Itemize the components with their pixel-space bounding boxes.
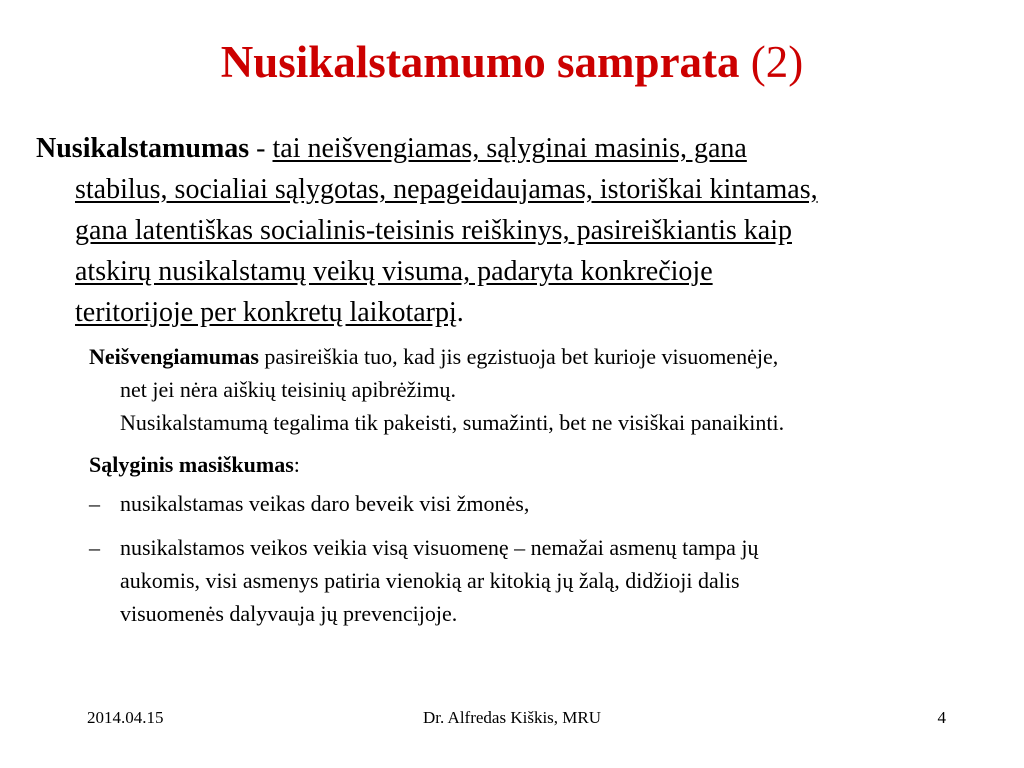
definition-text-5: teritorijoje per konkretų laikotarpį	[75, 297, 457, 328]
definition-text-2: stabilus, socialiai sąlygotas, nepageidaujamas, istoriškai kintamas,	[75, 174, 818, 205]
dash-bullet: –	[89, 535, 100, 560]
list-item	[89, 531, 999, 630]
slide-title-number: (2)	[750, 37, 804, 87]
footer-page-number: 4	[937, 708, 946, 727]
slide-title	[0, 34, 1024, 90]
definition-text-1: tai neišvengiamas, sąlyginai masinis, gana	[272, 133, 747, 164]
inevitability-line-2: net jei nėra aiškių teisinių apibrėžimų.	[120, 377, 457, 402]
dash-bullet: –	[89, 491, 100, 516]
definition-line-1	[36, 128, 986, 169]
mass-term: Sąlyginis masiškumas	[89, 452, 294, 477]
mass-line	[89, 448, 999, 481]
mass-heading	[89, 448, 999, 481]
definition-separator: -	[249, 133, 273, 164]
list-item-text: nusikalstamas veikas daro beveik visi žmonės,	[120, 491, 530, 516]
definition-term: Nusikalstamumas	[36, 133, 250, 164]
inevitability-line-3: Nusikalstamumą tegalima tik pakeisti, sumažinti, bet ne visiškai panaikinti.	[120, 410, 785, 435]
footer-author: Dr. Alfredas Kiškis, MRU	[422, 708, 602, 727]
footer-date: 2014.04.15	[87, 708, 164, 727]
definition-line-4	[36, 251, 986, 292]
inevitability-term: Neišvengiamumas	[89, 344, 259, 369]
definition-line-5	[36, 292, 986, 333]
list-item-text-2: aukomis, visi asmenys patiria vienokią ar kitokią jų žalą, didžioji dalis	[120, 568, 740, 593]
definition-end: .	[456, 297, 464, 328]
definition-paragraph	[36, 128, 986, 333]
definition-line-3	[36, 210, 986, 251]
list-item-text-1: nusikalstamos veikos veikia visą visuomenę – nemažai asmenų tampa jų	[120, 535, 759, 560]
definition-text-4: atskirų nusikalstamų veikų visuma, padaryta konkrečioje	[75, 256, 713, 287]
inevitability-line-1	[89, 340, 999, 373]
inevitability-paragraph	[89, 340, 999, 439]
mass-colon: :	[293, 452, 300, 477]
list-item-text-3: visuomenės dalyvauja jų prevencijoje.	[120, 601, 458, 626]
list-item	[89, 487, 999, 520]
inevitability-text-1: pasireiškia tuo, kad jis egzistuoja bet kurioje visuomenėje,	[258, 344, 779, 369]
definition-line-2	[36, 169, 986, 210]
definition-text-3: gana latentiškas socialinis-teisinis reiškinys, pasireiškiantis kaip	[75, 215, 792, 246]
slide-title-main: Nusikalstamumo samprata	[220, 37, 740, 87]
